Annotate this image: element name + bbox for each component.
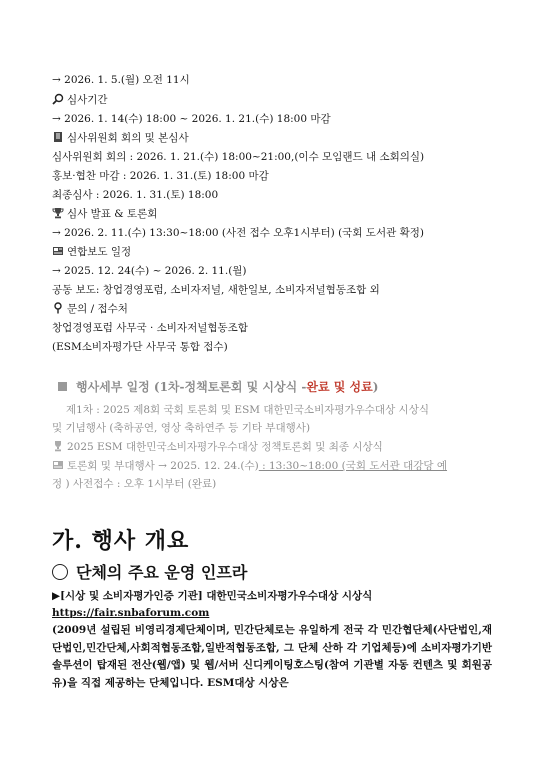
overview-subheading-row: [52, 560, 247, 583]
org-label: ▶[시상 및 소비자평가인증 기관] 대한민국소비자평가우수대상 시상식: [52, 590, 373, 602]
review-period-title: 심사기간: [67, 94, 108, 106]
detail-item1-b: 및 기념행사 (축하공연, 영상 축하연주 등 기타 부대행사): [52, 422, 311, 434]
press-title: 연합보도 일정: [67, 246, 132, 258]
detail-title: 행사세부 일정 (1차-정책토론회 및 시상식 -: [76, 380, 307, 394]
square-bullet-icon: [58, 382, 67, 391]
press-heading: [52, 245, 131, 259]
detail-item3-row: [52, 459, 447, 473]
magnifier-icon: [52, 93, 64, 105]
committee-title: 심사위원회 회의 및 본심사: [67, 132, 189, 144]
trophy-icon: [52, 207, 64, 219]
detail-item2-row: [52, 440, 383, 454]
review-period-heading: [52, 93, 108, 107]
trophy-icon: [52, 440, 64, 452]
announce-heading: [52, 207, 157, 221]
detail-title-close: ): [372, 380, 379, 394]
promo-deadline: 홍보·협찬 마감 : 2026. 1. 31.(토) 18:00 마감: [52, 170, 269, 182]
deadline-line: → 2026. 1. 5.(월) 오전 11시: [52, 74, 190, 86]
press-line: → 2025. 12. 24(수) ~ 2026. 2. 11.(월): [52, 265, 247, 277]
org-description: (2009년 설립된 비영리경제단체이며, 민간단체로는 유일하게 전국 각 민간협단체(사단법인,재단법인,민간단체,사회적협동조합,일반적협동조합, 그 단체 산하 각 기업체등)에 소비자평가기반 솔루션이 탑재된 전산(웹/앱) 및 웹/서버 신디케이팅호스팅(참여 기관별 자동 컨텐츠 및 회원공유)을 직접 제공하는 단체입니다. ESM대상 시상은: [52, 624, 492, 689]
notebook-icon: [52, 131, 64, 143]
newspaper-icon: [52, 245, 64, 257]
contact-line-2: (ESM소비자평가단 사무국 통합 접수): [52, 341, 228, 353]
org-url-link[interactable]: https://fair.snbaforum.com: [52, 607, 210, 619]
detail-item2: 2025 ESM 대한민국소비자평가우수대상 정책토론회 및 최종 시상식: [67, 441, 383, 453]
review-period-line: → 2026. 1. 14(수) 18:00 ~ 2026. 1. 21.(수) 18:00 마감: [52, 113, 331, 125]
announce-line: → 2026. 2. 11.(수) 13:30~18:00 (사전 접수 오후1시부터) (국회 도서관 확정): [52, 227, 424, 239]
detail-item3-b: : 13:30~18:00 (국회 도서관 대강당 예: [258, 460, 448, 472]
detail-heading: [58, 380, 378, 394]
circle-bullet-icon: [52, 564, 68, 580]
contact-line-1: 창업경영포럼 사무국 · 소비자저널협동조합: [52, 322, 248, 334]
contact-title: 문의 / 접수처: [67, 303, 128, 315]
announce-title: 심사 발표 & 토론회: [67, 208, 158, 220]
committee-meeting: 심사위원회 회의 : 2026. 1. 21.(수) 18:00~21:00,(이수 모임랜드 내 소회의실): [52, 151, 425, 163]
overview-heading: 가. 행사 개요: [52, 528, 190, 554]
newspaper-icon: [52, 459, 64, 471]
press-partners: 공동 보도: 창업경영포럼, 소비자저널, 새한일보, 소비자저널협동조합 외: [52, 284, 380, 296]
detail-item3-a: 토론회 및 부대행사 → 2025. 12. 24.(수): [67, 460, 259, 472]
contact-heading: [52, 302, 128, 316]
detail-status: 완료 및 성료: [306, 380, 373, 394]
detail-item3-c: 정 ) 사전접수 : 오후 1시부터 (완료): [52, 478, 217, 490]
final-review: 최종심사 : 2026. 1. 31.(토) 18:00: [52, 189, 219, 201]
committee-heading: [52, 131, 189, 145]
detail-item1-a: 제1차 : 2025 제8회 국회 토론회 및 ESM 대한민국소비자평가우수대상 시상식: [66, 404, 429, 416]
pin-icon: [52, 302, 64, 314]
overview-subheading: 단체의 주요 운영 인프라: [76, 563, 248, 582]
